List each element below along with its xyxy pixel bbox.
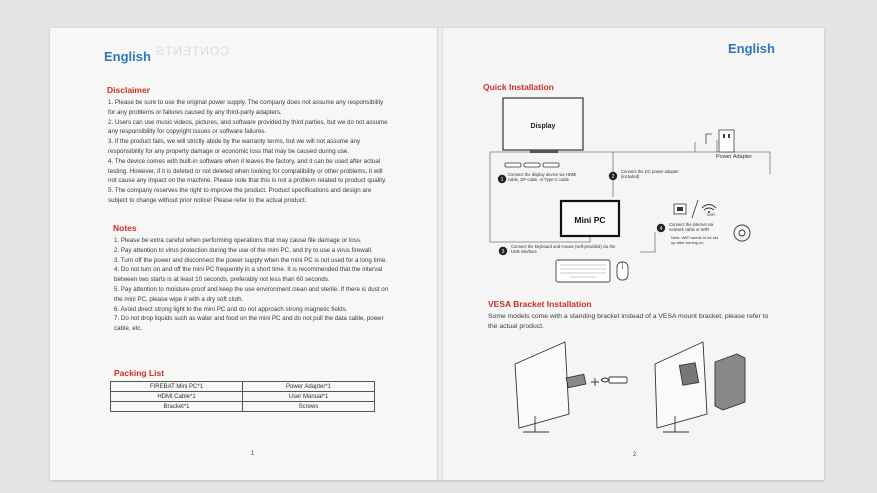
power-adapter-label: Power Adapter [716,154,753,160]
svg-text:up after turning on: up after turning on [671,240,704,245]
hdmi-cable-icon [505,163,521,167]
quick-installation-diagram [480,92,780,292]
table-cell: Screws [243,402,375,412]
table-cell: Bracket*1 [111,402,243,412]
step-2-text: Connect the DC power adapter [621,169,679,174]
step-3-text: Connect the keyboard and mouse (self-provided) via the [511,244,616,249]
left-page-number: 1 [251,451,255,457]
notes-text [114,236,394,334]
table-cell: FIREBAT Mini PC*1 [111,382,243,392]
note-item: 5. Pay attention to moisture-proof and keep the use environment clean and sterile. If there is dust on the mini PC, please wipe it with a dry soft cloth. [114,285,389,303]
svg-text:2: 2 [611,174,615,180]
table-row [111,392,375,402]
disclaimer-item: 1. Please be sure to use the original power supply. The company does not assume any responsibility for any problems or failures caused by any third-party adapters. [108,99,384,116]
keyboard-icon [556,260,610,282]
svg-text:USB interface: USB interface [511,249,537,254]
wifi-label: WIFI [707,212,716,217]
note-item: 4. Do not turn on and off the mini PC frequently in a short time. It is recommended that the interval between two starts is at least 10 seconds, preferably not less than 60 seconds. [114,266,383,284]
note-item: 3. Turn off the power and disconnect the power supply when the mini PC is not used for a long time. [114,256,387,264]
svg-text:3: 3 [501,249,505,255]
network-icons [674,200,716,218]
svg-text:(included): (included) [621,174,640,179]
table-cell: User Manual*1 [243,392,375,402]
note-item: 2. Pay attention to virus protection during the use of the mini PC, and try to use a virus firewall. [114,246,373,254]
vesa-illustration [505,336,775,436]
svg-text:cable, DP cable, or Type-C cab: cable, DP cable, or Type-C cable [508,177,570,182]
note-item: 1. Please be extra careful when performing operations that may cause file damage or loss. [114,237,362,244]
type-c-cable-icon [543,163,559,167]
table-row [111,382,375,392]
note-item: 7. Do not drop liquids such as water and food on the mini PC and do not pull the data cable, power cable, etc. [114,315,384,333]
gear-icon [734,225,750,241]
packing-list-table [110,381,375,412]
right-page-number: 2 [633,452,637,458]
disclaimer-item: 4. The device comes with built-in software when it leaves the factory, and it can be used after actual testing. However, if it is deleted or not deleted when looking for compatibility or other problems, it will not cause any impact on the machine. Please note that this is not a problem related to product quality. [108,157,387,185]
mini-pc-box [561,201,619,236]
vesa-heading: VESA Bracket Installation [488,299,592,309]
right-language-heading: English [728,41,775,56]
vesa-bracket-icon [566,374,586,388]
power-adapter [706,130,752,160]
notes-heading: Notes [113,223,137,233]
screw-icon [609,377,627,383]
monitor-back-left [515,342,569,428]
disclaimer-item: 5. The company reserves the right to improve the product. Product specifications and design are subject to change without prior notice! Please refer to the actual product. [108,187,372,204]
svg-text:4: 4 [659,226,663,232]
svg-text:network cable or WiFi: network cable or WiFi [669,227,710,232]
disclaimer-item: 3. If the product fails, we will strictly abide by the warranty terms, but we will not assume any responsibility for any property damage or economic loss that may be caused during use. [108,138,361,155]
quick-installation-heading: Quick Installation [483,82,554,92]
step-1-text: Connect the display device via HDMI [508,172,577,177]
display-label: Display [530,123,556,130]
disclaimer-text [108,98,392,206]
dp-cable-icon [524,163,540,167]
packing-list-heading: Packing List [114,368,165,378]
left-language-heading: English [104,49,151,64]
wifi-icon [702,205,716,211]
mouse-icon [617,262,628,280]
vesa-text: Some models come with a standing bracket instead of a VESA mount bracket, please refer to the actual product. [488,313,769,330]
monitor-back-right [655,342,707,428]
step-4-text: Connect the internet via [669,222,714,227]
mini-pc-label: Mini PC [574,215,606,225]
table-cell: Power Adapter*1 [243,382,375,392]
book-spine [437,28,443,480]
wifi-note: Note: WiFi needs to be set [671,235,719,240]
table-row [111,402,375,412]
table-cell: HDMI Cable*1 [111,392,243,402]
show-through-text: CONTENTS [155,44,229,58]
note-item: 6. Avoid direct strong light to the mini PC and do not approach strong magnetic fields. [114,305,348,313]
svg-text:1: 1 [500,177,504,183]
display-monitor [503,98,583,153]
disclaimer-heading: Disclaimer [107,85,150,95]
disclaimer-item: 2. Users can use music videos, pictures, and software provided by third parties, but we do not assume any responsibility for copyright issues or software failures. [108,118,388,136]
mini-pc-icon [715,354,745,410]
